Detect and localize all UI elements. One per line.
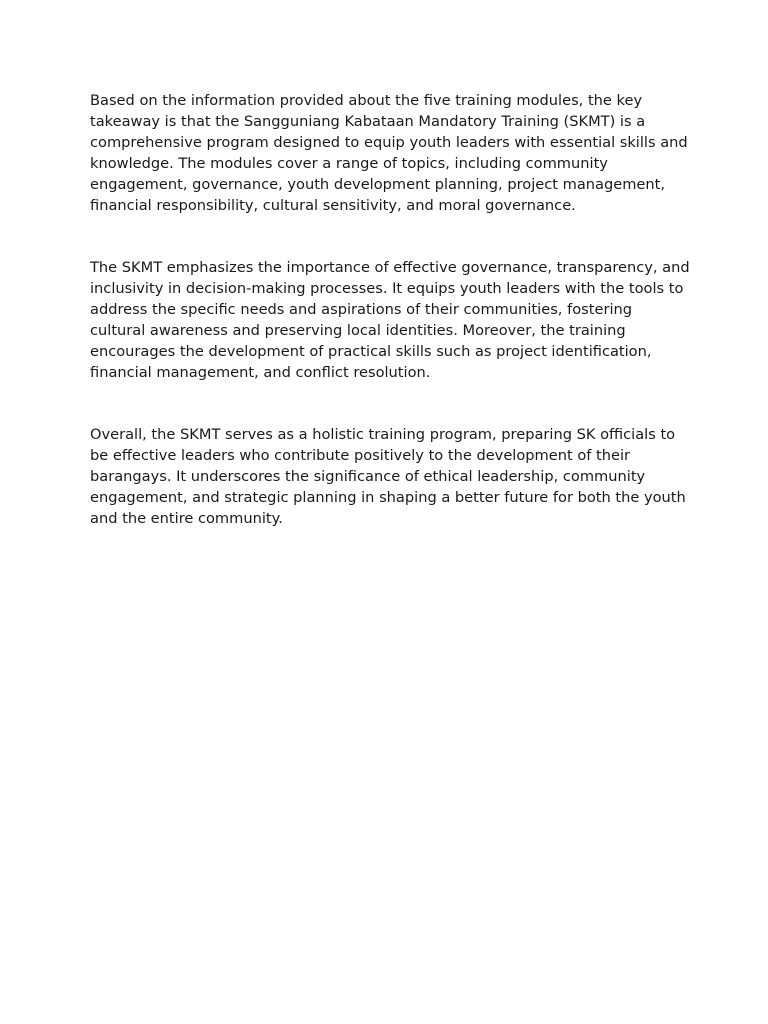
document-body — [90, 91, 690, 530]
paragraph-key-takeaway: Based on the information provided about the five training modules, the key takeaway is that the Sangguniang Kabataan Mandatory Training (SKMT) is a comprehensive program designed to equip youth leaders with essential skills and knowledge. The modules cover a range of topics, including community engagement, governance, youth development planning, project management, financial responsibility, cultural sensitivity, and moral governance. — [90, 92, 688, 214]
paragraph-overall-summary: Overall, the SKMT serves as a holistic training program, preparing SK officials to be effective leaders who contribute positively to the development of their barangays. It underscores the significance of ethical leadership, community engagement, and strategic planning in shaping a better future for both the youth and the entire community. — [90, 426, 686, 528]
paragraph-skmt-emphasis: The SKMT emphasizes the importance of effective governance, transparency, and inclusivity in decision-making processes. It equips youth leaders with the tools to address the specific needs and aspirations of their communities, fostering cultural awareness and preserving local identities. Moreover, the training encourages the development of practical skills such as project identification, financial management, and conflict resolution. — [90, 259, 690, 381]
